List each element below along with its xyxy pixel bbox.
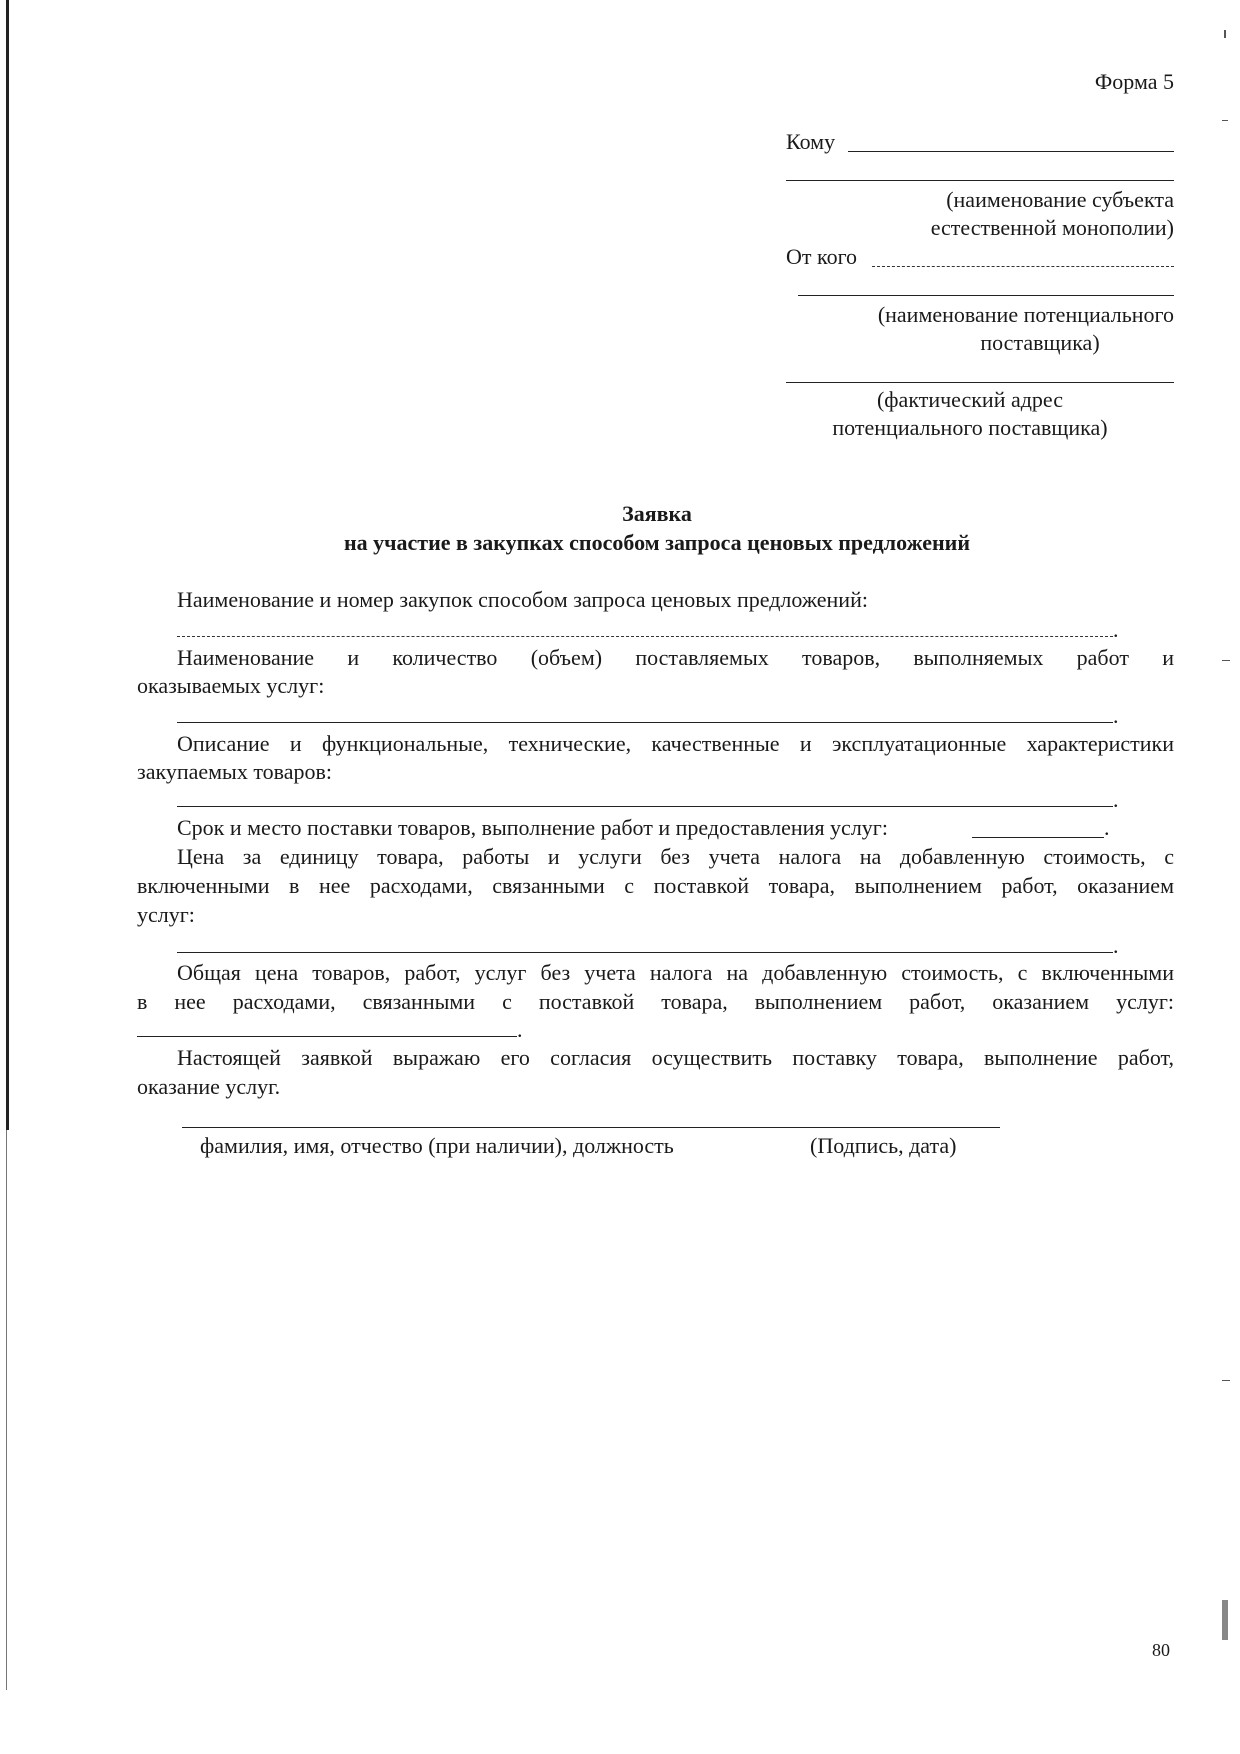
scan-speck — [1222, 1600, 1228, 1640]
address-caption: (фактический адрес — [876, 387, 1064, 412]
from-caption: (наименование потенциального — [877, 302, 1174, 327]
from-field-line[interactable] — [872, 266, 1174, 267]
document-subtitle: на участие в закупках способом запроса ценовых предложений — [343, 530, 971, 555]
goods-description-field[interactable] — [177, 806, 1113, 807]
from-caption: поставщика) — [980, 330, 1100, 355]
scan-speck — [1224, 30, 1226, 38]
unit-price-field[interactable] — [177, 952, 1113, 953]
goods-quantity-label: Наименование и количество (объем) поставляемых товаров, выполняемых работ и — [177, 645, 1174, 670]
from-field-line-2[interactable] — [798, 295, 1174, 296]
address-caption: потенциального поставщика) — [832, 415, 1108, 440]
field-period: . — [1104, 815, 1110, 840]
to-field-line-2[interactable] — [786, 180, 1174, 181]
form-number: Форма 5 — [1094, 69, 1174, 94]
field-period: . — [1113, 787, 1119, 812]
goods-description-label: Описание и функциональные, технические, качественные и эксплуатационные характеристики — [177, 731, 1174, 756]
field-period: . — [1113, 703, 1119, 728]
goods-description-label: закупаемых товаров: — [137, 759, 333, 784]
unit-price-label: Цена за единицу товара, работы и услуги без учета налога на добавленную стоимость, с — [177, 844, 1174, 869]
address-field-line[interactable] — [786, 382, 1174, 383]
delivery-terms-label: Срок и место поставки товаров, выполнение работ и предоставления услуг: — [177, 815, 888, 840]
page-number: 80 — [1152, 1640, 1170, 1660]
name-position-caption: фамилия, имя, отчество (при наличии), должность — [200, 1133, 674, 1158]
field-period: . — [1113, 617, 1119, 642]
scan-speck — [1222, 120, 1228, 121]
scan-left-edge-lower — [6, 1130, 7, 1690]
scan-speck — [1222, 1380, 1230, 1381]
to-caption: (наименование субъекта — [946, 187, 1174, 212]
goods-quantity-field[interactable] — [177, 722, 1113, 723]
consent-statement: оказание услуг. — [137, 1074, 281, 1099]
to-label: Кому — [786, 129, 836, 154]
scan-speck — [1222, 660, 1230, 661]
signature-date-caption: (Подпись, дата) — [810, 1133, 957, 1158]
document-title: Заявка — [622, 501, 692, 526]
to-caption: естественной монополии) — [930, 215, 1174, 240]
delivery-terms-field[interactable] — [972, 837, 1104, 838]
purchase-name-label: Наименование и номер закупок способом запроса ценовых предложений: — [177, 587, 868, 612]
from-label: От кого — [786, 244, 858, 269]
total-price-label: в нее расходами, связанными с поставкой товара, выполнением работ, оказанием услуг: — [137, 989, 1174, 1014]
consent-statement: Настоящей заявкой выражаю его согласия осуществить поставку товара, выполнение работ, — [177, 1045, 1174, 1070]
total-price-label: Общая цена товаров, работ, услуг без учета налога на добавленную стоимость, с включенными — [177, 960, 1174, 985]
scan-left-edge — [6, 0, 9, 1130]
purchase-name-field[interactable] — [177, 636, 1113, 637]
unit-price-label: включенными в нее расходами, связанными с поставкой товара, выполнением работ, оказанием — [137, 873, 1174, 898]
signature-line[interactable] — [182, 1127, 1000, 1128]
field-period: . — [517, 1017, 523, 1042]
unit-price-label: услуг: — [137, 902, 195, 927]
goods-quantity-label: оказываемых услуг: — [137, 673, 325, 698]
field-period: . — [1113, 933, 1119, 958]
to-field-line[interactable] — [848, 151, 1174, 152]
total-price-field[interactable] — [137, 1036, 517, 1037]
